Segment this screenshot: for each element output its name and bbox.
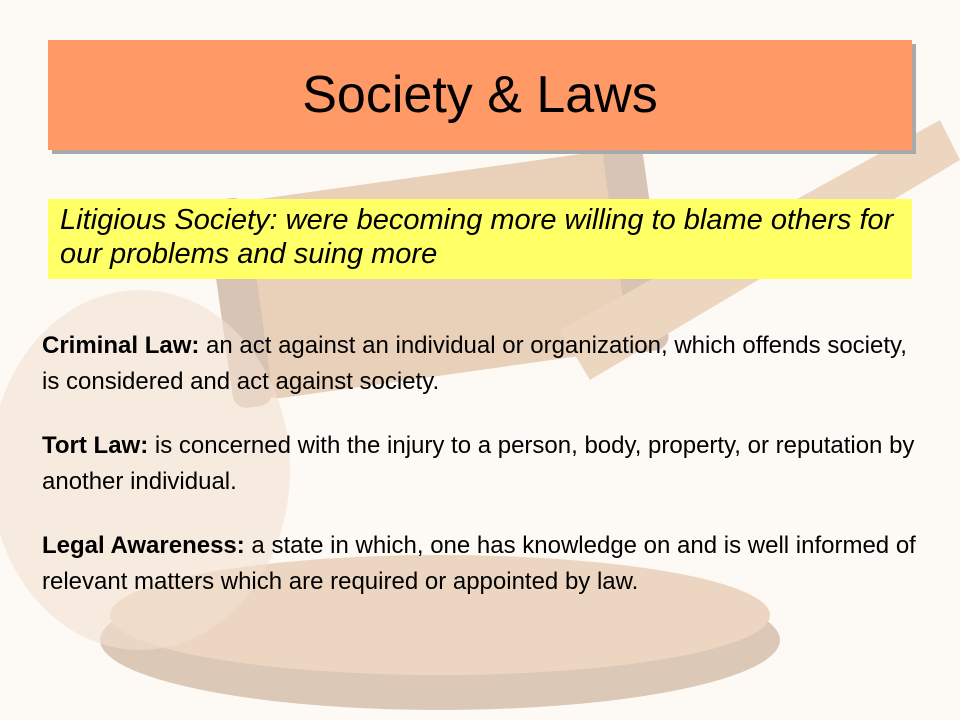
definitions-list — [42, 328, 922, 628]
definition-legal-awareness — [42, 528, 922, 600]
callout-box — [48, 199, 912, 279]
definition-term: Tort Law: — [42, 432, 149, 459]
definition-text: an act against an individual or organization, which offends society, is considered and act against society. — [42, 332, 907, 395]
definition-term: Legal Awareness: — [42, 532, 245, 559]
definition-tort-law — [42, 428, 922, 500]
definition-text: is concerned with the injury to a person, body, property, or reputation by another individual. — [42, 432, 915, 495]
slide-title: Society & Laws — [302, 66, 658, 124]
definition-term: Criminal Law: — [42, 332, 200, 359]
definition-text: a state in which, one has knowledge on and is well informed of relevant matters which are required or appointed by law. — [42, 532, 916, 595]
title-box — [48, 40, 912, 150]
callout-text: Litigious Society: were becoming more willing to blame others for our problems and suing more — [60, 204, 894, 270]
definition-criminal-law — [42, 328, 922, 400]
